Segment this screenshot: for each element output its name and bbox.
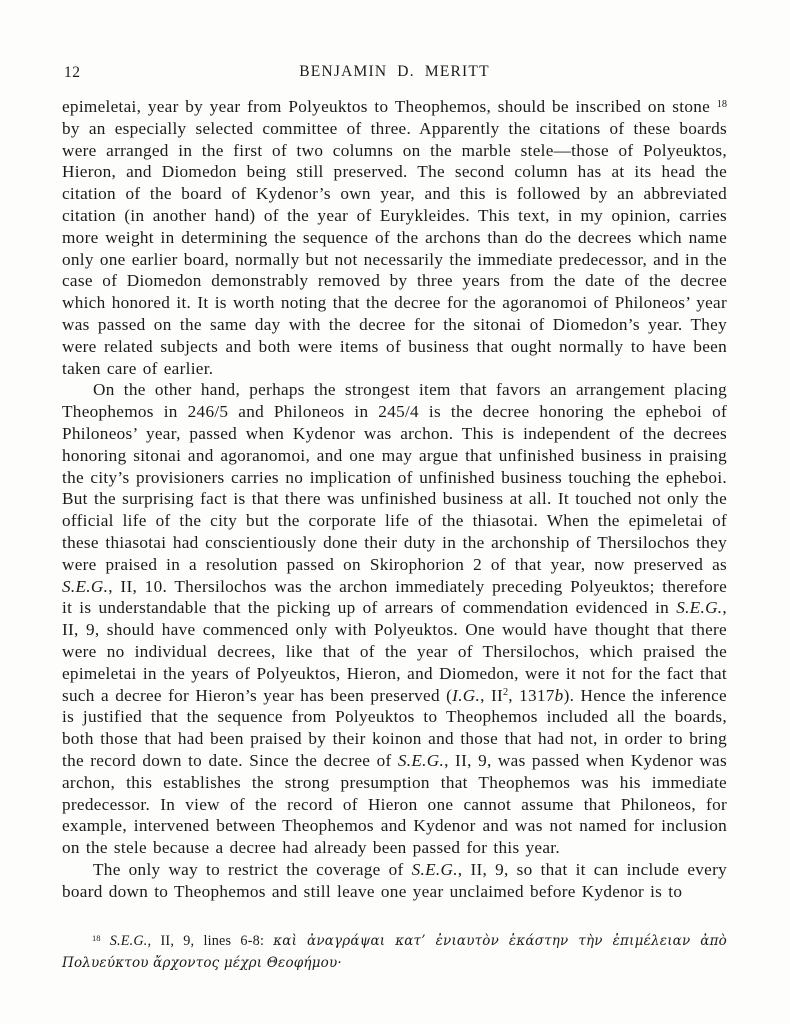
paragraph bbox=[62, 859, 727, 903]
italic-citation: S.E.G. bbox=[397, 750, 445, 770]
text-run bbox=[101, 933, 110, 949]
text-run: , II, 10. Thersilochos was the archon immediately preceding Polyeuktos; therefore it is understandable that the picking up of arrears of commendation evidenced in bbox=[62, 576, 727, 618]
superscript: 18 bbox=[92, 932, 101, 943]
page-header bbox=[62, 63, 727, 85]
text-run: , II, 9, so that it can include every board down to Theophemos and still leave one year unclaimed before Kydenor is to bbox=[62, 859, 727, 901]
text-run: epimeletai, year by year from Polyeuktos to Theophemos, should be inscribed on stone bbox=[62, 97, 717, 116]
italic-citation: S.E.G. bbox=[109, 933, 148, 949]
text-run: , II, 9, lines 6-8: bbox=[147, 933, 274, 949]
text-run: by an especially selected committee of three. Apparently the citations of these boards were arranged in the first of two columns on the marble stele—those of Polyeuktos, Hieron, and Diomedon being still preserved. The second column has at its head the citation of the board of Kydenor’s own year, and this is followed by an abbreviated citation (in another hand) of the year of Eurykleides. This text, in my opinion, carries more weight in determining the sequence of the archons than do the decrees which name only one earlier board, normally but not necessarily the immediate predecessor, and in the case of Diomedon demonstrably removed by three years from the date of the decree which honored it. It is worth noting that the decree for the agoranomoi of Philoneos’ year was passed on the same day with the decree for the sitonai of Diomedon’s year. They were related subjects and both were items of business that ought normally to have been taken care of earlier. bbox=[62, 118, 727, 378]
article-body bbox=[62, 96, 727, 902]
text-run: On the other hand, perhaps the strongest item that favors an arrangement placing Theophemos in 246/5 and Philoneos in 245/4 is the decree honoring the epheboi of Philoneos’ year, passed when Kydenor was archon. This is independent of the decrees honoring sitonai and agoranomoi, and one may argue that unfinished business in praising the city’s provisioners carries no implication of unfinished business touching the epheboi. But the surprising fact is that there was unfinished business at all. It touched not only the official life of the city but the corporate life of the thiasotai. When the epimeletai of these thiasotai had conscientiously done their duty in the archonship of Thersilochos they were praised in a resolution passed on Skirophorion 2 of that year, now preserved as bbox=[62, 380, 727, 574]
text-run: , II bbox=[480, 685, 504, 705]
text-run: , 1317 bbox=[508, 685, 555, 705]
text-run: ). Hence the inference is justified that the sequence from Polyeuktos to Theophemos included all the boards, both those that had been praised by their koinon and those that had not, in order to bring the record down to date. Since the decree of bbox=[62, 685, 727, 770]
footnote-text bbox=[62, 931, 727, 974]
italic-citation: I.G. bbox=[452, 685, 481, 705]
footnote bbox=[62, 931, 727, 974]
greek-text: καὶ ἀναγράψαι κατ’ ἐνιαυτὸν ἑκάστην τὴν ἐπιμέλειαν ἀπὸ Πολυεύκτου ἄρχοντος μέχρι Θεοφήμου· bbox=[62, 933, 727, 971]
text-run: , II, 9, was passed when Kydenor was archon, this establishes the strong presumption that Theophemos was his immediate predecessor. In view of the record of Hieron one cannot assume that Philoneos, for example, intervened between Theophemos and Kydenor and was not named for inclusion on the stele because a decree had already been passed for this year. bbox=[62, 750, 727, 858]
italic-citation: b bbox=[554, 685, 564, 705]
paragraph bbox=[62, 379, 727, 859]
text-run: , II, 9, should have commenced only with Polyeuktos. One would have thought that there were no individual decrees, like that of the year of Thersilochos, which praised the epimeletai in the years of Polyeuktos, Hieron, and Diomedon, were it not for the fact that such a decree for Hieron’s year has been preserved ( bbox=[62, 598, 727, 705]
running-title: BENJAMIN D. MERITT bbox=[299, 63, 490, 80]
superscript: 2 bbox=[503, 687, 509, 699]
page-number: 12 bbox=[64, 64, 81, 81]
superscript: 18 bbox=[716, 98, 727, 110]
text-run: The only way to restrict the coverage of bbox=[93, 859, 412, 879]
italic-citation: S.E.G. bbox=[411, 859, 458, 879]
italic-citation: S.E.G. bbox=[676, 598, 723, 618]
italic-citation: S.E.G. bbox=[62, 576, 109, 596]
paragraph bbox=[62, 96, 727, 379]
